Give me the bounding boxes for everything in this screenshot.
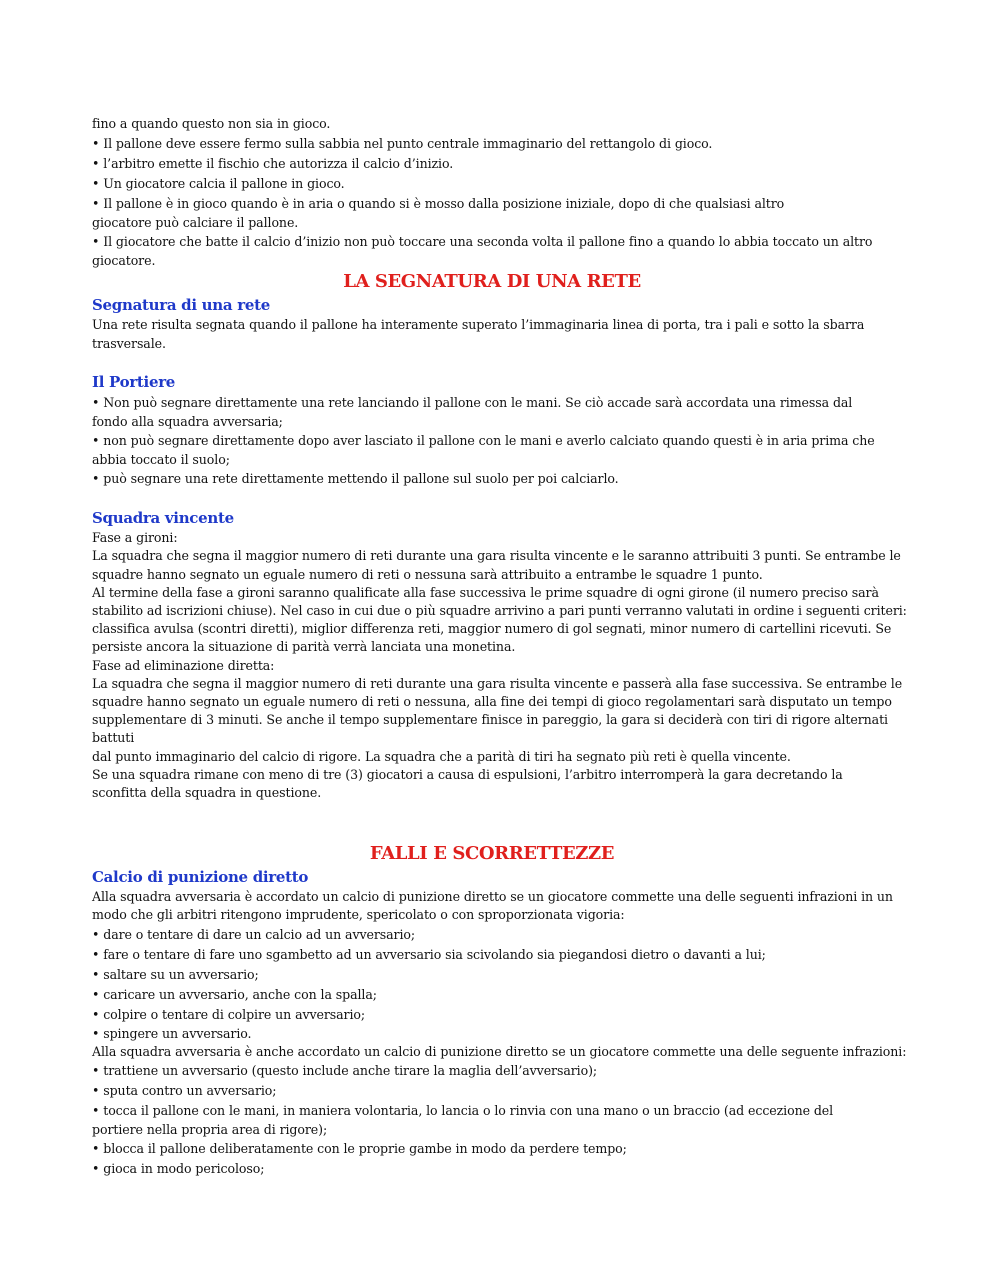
bullet-item: • tocca il pallone con le mani, in maniera volontaria, lo lancia o lo rinvia con una mano o un braccio (ad eccezione del — [92, 1103, 834, 1119]
bullet-item: • Il pallone è in gioco quando è in aria o quando si è mosso dalla posizione iniziale, dopo di che qualsiasi altro — [92, 196, 785, 211]
text-line: Fase ad eliminazione diretta: — [92, 657, 275, 673]
bullet-item: • Non può segnare direttamente una rete lanciando il pallone con le mani. Se ciò accade sarà accordata una rimessa dal — [92, 394, 853, 410]
text-line: La squadra che segna il maggior numero di reti durante una gara risulta vincente e le saranno attribuiti 3 punti. Se entrambe le — [92, 548, 901, 564]
text-line: stabilito ad iscrizioni chiuse). Nel caso in cui due o più squadre arrivino a pari punti verranno valutati in ordine i seguenti criteri: — [92, 603, 907, 619]
text-line: Alla squadra avversaria è anche accordato un calcio di punizione diretto se un giocatore commette una delle seguente infrazioni: — [92, 1043, 907, 1059]
text-line: supplementare di 3 minuti. Se anche il tempo supplementare finisce in pareggio, la gara si deciderà con tiri di rigore alternati — [92, 712, 888, 728]
text-line: Una rete risulta segnata quando il pallone ha interamente superato l’immaginaria linea di porta, tra i pali e sotto la sbarra — [92, 317, 865, 333]
text-line: portiere nella propria area di rigore); — [92, 1122, 328, 1138]
text-line: squadre hanno segnato un eguale numero di reti o nessuna sarà attribuito a entrambe le squadre 1 punto. — [92, 566, 763, 582]
bullet-item: • Il giocatore che batte il calcio d’inizio non può toccare una seconda volta il pallone fino a quando lo abbia toccato un altro — [92, 234, 873, 250]
paragraph-portiere — [92, 393, 892, 489]
subheading-squadra-vincente: Squadra vincente — [92, 509, 234, 528]
text-line: sconfitta della squadra in questione. — [92, 785, 322, 801]
bullet-item: • colpire o tentare di colpire un avversario; — [92, 1006, 366, 1022]
bullet-item: • fare o tentare di fare uno sgambetto ad un avversario sia scivolando sia piegandosi dietro o davanti a lui; — [92, 946, 766, 962]
text-line: classifica avulsa (scontri diretti), miglior differenza reti, maggior numero di gol segnati, minor numero di cartellini ricevuti. Se — [92, 621, 892, 637]
text-line: fondo alla squadra avversaria; — [92, 413, 283, 429]
text-line: Alla squadra avversaria è accordato un calcio di punizione diretto se un giocatore commette una delle seguenti infrazioni in un — [92, 889, 893, 905]
text-line: Fase a gironi: — [92, 530, 178, 546]
bullet-item: • saltare su un avversario; — [92, 966, 259, 982]
text-line: giocatore può calciare il pallone. — [92, 215, 299, 230]
text-line: abbia toccato il suolo; — [92, 452, 230, 468]
bullet-item: • Un giocatore calcia il pallone in gioco. — [92, 176, 345, 191]
text-line: battuti — [92, 730, 135, 746]
subheading-segnatura-rete: Segnatura di una rete — [92, 296, 270, 315]
spacer — [92, 353, 892, 371]
bullet-item: • Il pallone deve essere fermo sulla sabbia nel punto centrale immaginario del rettangolo di gioco. — [92, 136, 713, 151]
paragraph-calcio-punizione — [92, 888, 907, 1179]
paragraph-squadra-vincente — [92, 529, 907, 802]
text-line: trasversale. — [92, 335, 166, 351]
intro-text — [92, 114, 892, 270]
text-line: La squadra che segna il maggior numero di reti durante una gara risulta vincente e passerà alla fase successiva. Se entrambe le — [92, 675, 903, 691]
spacer — [92, 489, 892, 507]
bullet-item: • non può segnare direttamente dopo aver lasciato il pallone con le mani e averlo calciato quando questi è in aria prima che — [92, 433, 875, 449]
text-line: persiste ancora la situazione di parità verrà lanciata una monetina. — [92, 639, 516, 655]
text-line: modo che gli arbitri ritengono imprudente, spericolato o con sproporzionata vigoria: — [92, 907, 625, 923]
text-line: Se una squadra rimane con meno di tre (3) giocatori a causa di espulsioni, l’arbitro interromperà la gara decretando la — [92, 766, 843, 782]
subheading-calcio-punizione-diretto: Calcio di punizione diretto — [92, 868, 309, 887]
bullet-item: • blocca il pallone deliberatamente con le proprie gambe in modo da perdere tempo; — [92, 1141, 627, 1157]
spacer — [92, 802, 892, 842]
text-line: fino a quando questo non sia in gioco. — [92, 116, 331, 131]
text-line: Al termine della fase a gironi saranno qualificate alla fase successiva le prime squadre di ogni girone (il numero preciso sarà — [92, 584, 879, 600]
bullet-item: • caricare un avversario, anche con la spalla; — [92, 986, 377, 1002]
bullet-item: • spingere un avversario. — [92, 1025, 252, 1041]
document-page — [92, 114, 907, 1179]
bullet-item: • può segnare una rete direttamente mettendo il pallone sul suolo per poi calciarlo. — [92, 471, 619, 487]
bullet-item: • sputa contro un avversario; — [92, 1083, 277, 1099]
bullet-item: • dare o tentare di dare un calcio ad un avversario; — [92, 926, 416, 942]
bullet-item: • trattiene un avversario (questo include anche tirare la maglia dell’avversario); — [92, 1063, 598, 1079]
section-title-falli: FALLI E SCORRETTEZZE — [369, 843, 615, 865]
bullet-item: • gioca in modo pericoloso; — [92, 1161, 265, 1177]
text-line: giocatore. — [92, 253, 156, 269]
text-line: dal punto immaginario del calcio di rigore. La squadra che a parità di tiri ha segnato più reti è quella vincente. — [92, 748, 791, 764]
bullet-item: • l’arbitro emette il fischio che autorizza il calcio d’inizio. — [92, 156, 454, 171]
paragraph-segnatura — [92, 316, 892, 352]
section-title-segnatura: LA SEGNATURA DI UNA RETE — [343, 271, 641, 293]
subheading-portiere: Il Portiere — [92, 372, 176, 391]
text-line: squadre hanno segnato un eguale numero di reti o nessuna, alla fine dei tempi di gioco regolamentari sarà disputato un tempo — [92, 694, 892, 710]
